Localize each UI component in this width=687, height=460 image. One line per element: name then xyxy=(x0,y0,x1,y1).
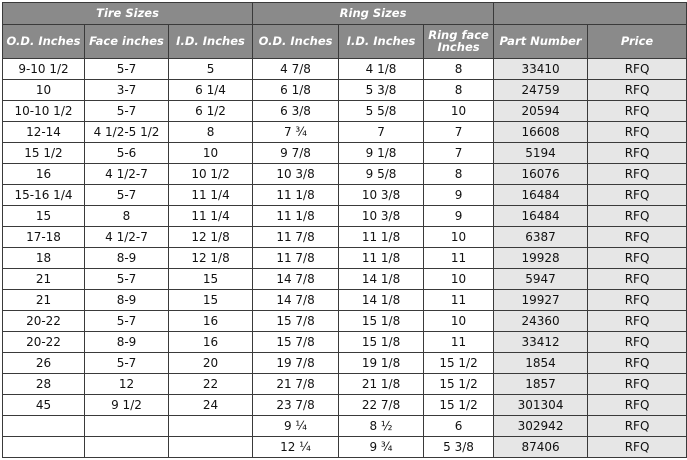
tire-face-cell: 4 1/2-7 xyxy=(85,227,169,248)
part-number-cell: 87406 xyxy=(494,437,588,458)
ring-id-cell: 22 7/8 xyxy=(339,395,424,416)
ring-face-cell: 9 xyxy=(424,206,494,227)
ring-sizes-group-header: Ring Sizes xyxy=(253,3,494,25)
price-cell: RFQ xyxy=(588,269,687,290)
table-row xyxy=(3,395,687,416)
price-cell: RFQ xyxy=(588,185,687,206)
tire-od-cell: 10 xyxy=(3,80,85,101)
tire-id-cell: 12 1/8 xyxy=(169,248,253,269)
tire-od-cell: 21 xyxy=(3,269,85,290)
tire-face-cell: 5-7 xyxy=(85,59,169,80)
ring-id-cell: 7 xyxy=(339,122,424,143)
ring-id-header: I.D. Inches xyxy=(339,25,424,59)
tire-face-cell: 9 1/2 xyxy=(85,395,169,416)
ring-od-cell: 14 7/8 xyxy=(253,269,339,290)
ring-id-cell: 11 1/8 xyxy=(339,248,424,269)
ring-od-cell: 9 7/8 xyxy=(253,143,339,164)
ring-id-cell: 10 3/8 xyxy=(339,206,424,227)
tire-id-cell: 10 xyxy=(169,143,253,164)
tire-id-cell: 15 xyxy=(169,269,253,290)
price-cell: RFQ xyxy=(588,416,687,437)
part-number-cell: 1857 xyxy=(494,374,588,395)
price-cell: RFQ xyxy=(588,143,687,164)
price-cell: RFQ xyxy=(588,311,687,332)
price-cell: RFQ xyxy=(588,332,687,353)
tire-face-cell: 12 xyxy=(85,374,169,395)
tire-od-cell: 16 xyxy=(3,164,85,185)
tire-id-cell: 12 1/8 xyxy=(169,227,253,248)
part-number-cell: 301304 xyxy=(494,395,588,416)
tire-face-cell: 8-9 xyxy=(85,290,169,311)
tire-id-cell: 15 xyxy=(169,290,253,311)
part-number-cell: 19928 xyxy=(494,248,588,269)
tire-od-cell: 15 xyxy=(3,206,85,227)
tire-od-cell xyxy=(3,416,85,437)
ring-id-cell: 5 3/8 xyxy=(339,80,424,101)
tire-face-cell: 3-7 xyxy=(85,80,169,101)
tire-id-cell: 20 xyxy=(169,353,253,374)
tire-ring-size-table xyxy=(2,2,687,458)
tire-id-cell: 11 1/4 xyxy=(169,206,253,227)
tire-face-header: Face inches xyxy=(85,25,169,59)
part-number-cell: 33412 xyxy=(494,332,588,353)
ring-face-cell: 8 xyxy=(424,164,494,185)
ring-od-cell: 11 1/8 xyxy=(253,206,339,227)
table-row xyxy=(3,332,687,353)
table-row xyxy=(3,437,687,458)
price-cell: RFQ xyxy=(588,353,687,374)
tire-od-cell: 10-10 1/2 xyxy=(3,101,85,122)
tire-id-cell: 16 xyxy=(169,332,253,353)
tire-face-cell: 5-7 xyxy=(85,185,169,206)
tire-face-cell: 5-7 xyxy=(85,353,169,374)
table-row xyxy=(3,80,687,101)
ring-face-cell: 10 xyxy=(424,227,494,248)
ring-id-cell: 9 ¾ xyxy=(339,437,424,458)
ring-id-cell: 19 1/8 xyxy=(339,353,424,374)
price-cell: RFQ xyxy=(588,437,687,458)
tire-face-cell: 8 xyxy=(85,206,169,227)
price-cell: RFQ xyxy=(588,80,687,101)
part-number-cell: 6387 xyxy=(494,227,588,248)
tire-id-cell: 22 xyxy=(169,374,253,395)
ring-face-cell: 8 xyxy=(424,59,494,80)
ring-od-cell: 10 3/8 xyxy=(253,164,339,185)
tire-face-cell: 8-9 xyxy=(85,332,169,353)
ring-od-cell: 21 7/8 xyxy=(253,374,339,395)
ring-od-cell: 15 7/8 xyxy=(253,332,339,353)
tire-face-cell: 5-7 xyxy=(85,269,169,290)
tire-od-cell: 20-22 xyxy=(3,332,85,353)
tire-id-cell xyxy=(169,437,253,458)
price-cell: RFQ xyxy=(588,248,687,269)
tire-face-cell: 5-7 xyxy=(85,101,169,122)
ring-id-cell: 10 3/8 xyxy=(339,185,424,206)
ring-face-cell: 8 xyxy=(424,80,494,101)
ring-id-cell: 15 1/8 xyxy=(339,311,424,332)
tire-face-cell: 8-9 xyxy=(85,248,169,269)
ring-od-cell: 11 7/8 xyxy=(253,248,339,269)
price-cell: RFQ xyxy=(588,122,687,143)
tire-id-cell xyxy=(169,416,253,437)
table-row xyxy=(3,227,687,248)
ring-id-cell: 15 1/8 xyxy=(339,332,424,353)
price-cell: RFQ xyxy=(588,59,687,80)
part-number-cell: 16484 xyxy=(494,185,588,206)
part-number-cell: 16484 xyxy=(494,206,588,227)
ring-id-cell: 4 1/8 xyxy=(339,59,424,80)
tire-od-cell: 18 xyxy=(3,248,85,269)
tire-od-cell: 26 xyxy=(3,353,85,374)
ring-face-cell: 7 xyxy=(424,143,494,164)
price-cell: RFQ xyxy=(588,206,687,227)
part-number-cell: 19927 xyxy=(494,290,588,311)
tire-face-cell: 5-6 xyxy=(85,143,169,164)
tire-id-cell: 16 xyxy=(169,311,253,332)
ring-id-cell: 8 ½ xyxy=(339,416,424,437)
ring-od-cell: 14 7/8 xyxy=(253,290,339,311)
tire-od-cell xyxy=(3,437,85,458)
part-number-cell: 5194 xyxy=(494,143,588,164)
price-cell: RFQ xyxy=(588,164,687,185)
part-number-cell: 16076 xyxy=(494,164,588,185)
ring-face-cell: 10 xyxy=(424,311,494,332)
ring-od-cell: 6 1/8 xyxy=(253,80,339,101)
ring-face-cell: 9 xyxy=(424,185,494,206)
ring-od-cell: 4 7/8 xyxy=(253,59,339,80)
table-row xyxy=(3,206,687,227)
ring-od-cell: 9 ¼ xyxy=(253,416,339,437)
tire-od-cell: 15 1/2 xyxy=(3,143,85,164)
tire-od-cell: 17-18 xyxy=(3,227,85,248)
table-row xyxy=(3,353,687,374)
price-cell: RFQ xyxy=(588,101,687,122)
ring-id-cell: 9 1/8 xyxy=(339,143,424,164)
table-row xyxy=(3,122,687,143)
ring-od-cell: 23 7/8 xyxy=(253,395,339,416)
ring-face-cell: 15 1/2 xyxy=(424,374,494,395)
table-row xyxy=(3,164,687,185)
ring-face-header: Ring face Inches xyxy=(424,25,494,59)
ring-od-header: O.D. Inches xyxy=(253,25,339,59)
ring-face-cell: 7 xyxy=(424,122,494,143)
ring-face-cell: 15 1/2 xyxy=(424,395,494,416)
table-body xyxy=(3,59,687,458)
part-number-cell: 33410 xyxy=(494,59,588,80)
table-row xyxy=(3,416,687,437)
price-cell: RFQ xyxy=(588,290,687,311)
ring-id-cell: 11 1/8 xyxy=(339,227,424,248)
tire-id-header: I.D. Inches xyxy=(169,25,253,59)
ring-id-cell: 21 1/8 xyxy=(339,374,424,395)
table-row xyxy=(3,101,687,122)
tire-id-cell: 8 xyxy=(169,122,253,143)
tire-face-cell xyxy=(85,437,169,458)
price-cell: RFQ xyxy=(588,395,687,416)
ring-od-cell: 12 ¼ xyxy=(253,437,339,458)
header-spacer xyxy=(494,3,687,25)
table-row xyxy=(3,311,687,332)
table-row xyxy=(3,290,687,311)
tire-id-cell: 6 1/2 xyxy=(169,101,253,122)
table-row xyxy=(3,59,687,80)
table-row xyxy=(3,374,687,395)
part-number-cell: 16608 xyxy=(494,122,588,143)
ring-face-cell: 11 xyxy=(424,248,494,269)
ring-face-cell: 10 xyxy=(424,269,494,290)
ring-od-cell: 15 7/8 xyxy=(253,311,339,332)
part-number-header: Part Number xyxy=(494,25,588,59)
ring-face-cell: 11 xyxy=(424,290,494,311)
tire-id-cell: 11 1/4 xyxy=(169,185,253,206)
ring-id-cell: 5 5/8 xyxy=(339,101,424,122)
tire-face-cell: 4 1/2-5 1/2 xyxy=(85,122,169,143)
price-cell: RFQ xyxy=(588,374,687,395)
ring-od-cell: 11 7/8 xyxy=(253,227,339,248)
tire-od-cell: 15-16 1/4 xyxy=(3,185,85,206)
tire-id-cell: 10 1/2 xyxy=(169,164,253,185)
price-cell: RFQ xyxy=(588,227,687,248)
part-number-cell: 24759 xyxy=(494,80,588,101)
tire-id-cell: 6 1/4 xyxy=(169,80,253,101)
ring-od-cell: 7 ¾ xyxy=(253,122,339,143)
table-row xyxy=(3,143,687,164)
ring-od-cell: 19 7/8 xyxy=(253,353,339,374)
part-number-cell: 24360 xyxy=(494,311,588,332)
ring-od-cell: 11 1/8 xyxy=(253,185,339,206)
ring-face-cell: 5 3/8 xyxy=(424,437,494,458)
ring-face-cell: 6 xyxy=(424,416,494,437)
table-row xyxy=(3,269,687,290)
ring-id-cell: 9 5/8 xyxy=(339,164,424,185)
table-row xyxy=(3,185,687,206)
tire-od-cell: 28 xyxy=(3,374,85,395)
tire-od-cell: 12-14 xyxy=(3,122,85,143)
tire-od-cell: 9-10 1/2 xyxy=(3,59,85,80)
price-header: Price xyxy=(588,25,687,59)
tire-od-cell: 45 xyxy=(3,395,85,416)
tire-id-cell: 5 xyxy=(169,59,253,80)
part-number-cell: 1854 xyxy=(494,353,588,374)
part-number-cell: 302942 xyxy=(494,416,588,437)
part-number-cell: 5947 xyxy=(494,269,588,290)
tire-od-cell: 20-22 xyxy=(3,311,85,332)
table-row xyxy=(3,248,687,269)
tire-face-cell: 4 1/2-7 xyxy=(85,164,169,185)
ring-face-cell: 11 xyxy=(424,332,494,353)
tire-od-cell: 21 xyxy=(3,290,85,311)
tire-id-cell: 24 xyxy=(169,395,253,416)
part-number-cell: 20594 xyxy=(494,101,588,122)
ring-face-cell: 15 1/2 xyxy=(424,353,494,374)
ring-face-cell: 10 xyxy=(424,101,494,122)
tire-face-cell xyxy=(85,416,169,437)
tire-od-header: O.D. Inches xyxy=(3,25,85,59)
ring-id-cell: 14 1/8 xyxy=(339,290,424,311)
ring-id-cell: 14 1/8 xyxy=(339,269,424,290)
tire-face-cell: 5-7 xyxy=(85,311,169,332)
ring-od-cell: 6 3/8 xyxy=(253,101,339,122)
tire-sizes-group-header: Tire Sizes xyxy=(3,3,253,25)
